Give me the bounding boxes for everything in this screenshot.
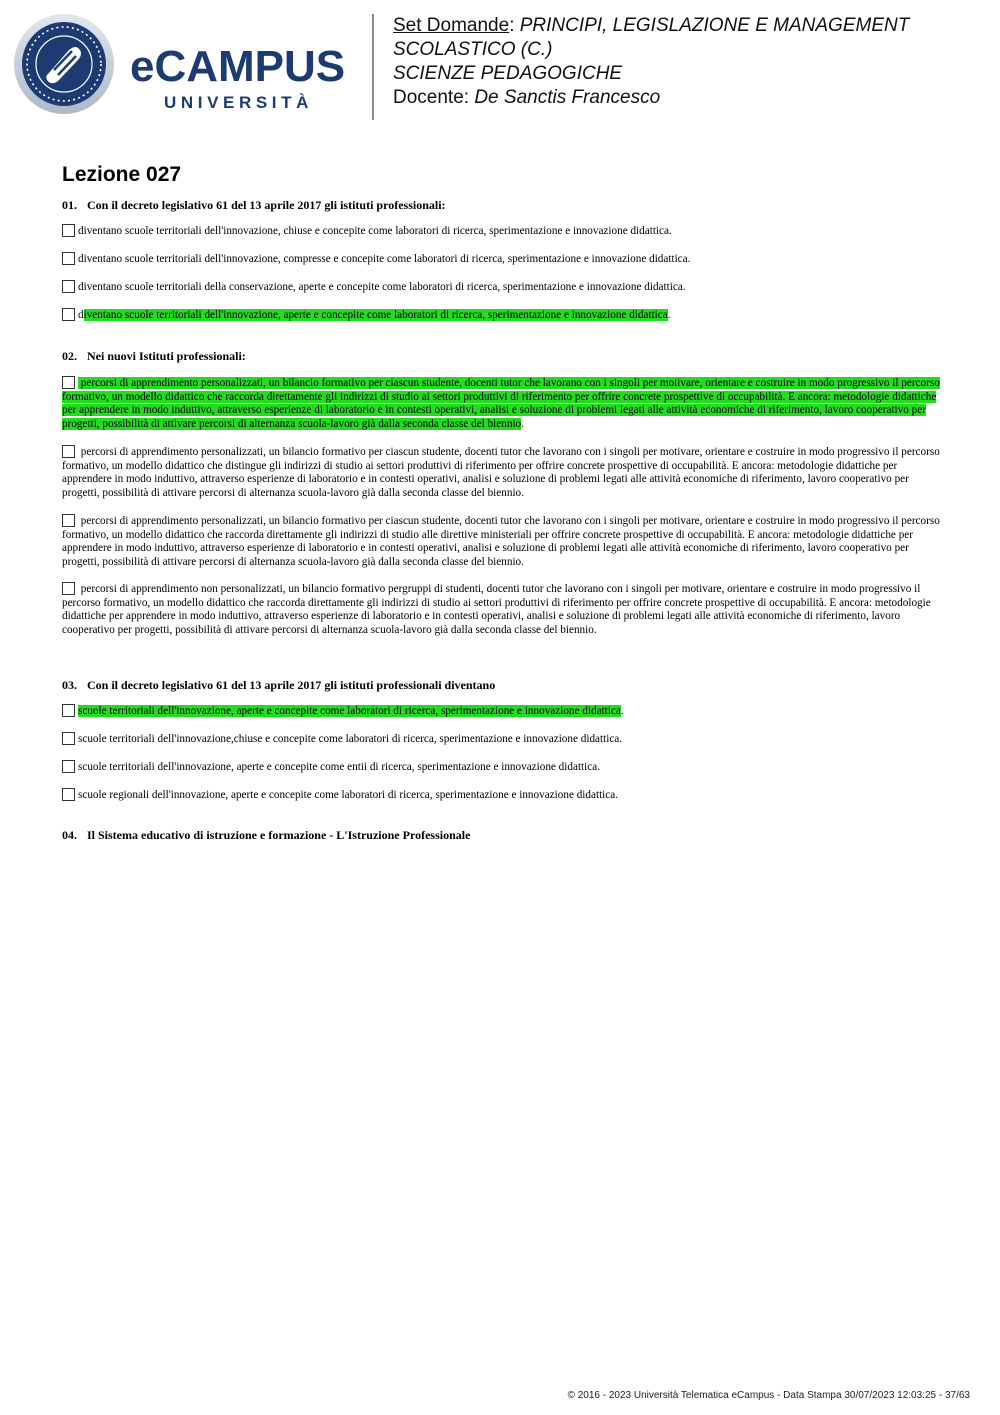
option-text: scuole territoriali dell'innovazione,chiuse e concepite come laboratori di ricerca, sperimentazione e innovazione didattica. bbox=[78, 733, 623, 745]
logo-brand-text: eCAMPUS bbox=[130, 42, 346, 91]
question-header bbox=[62, 349, 942, 363]
question-number: 01. bbox=[62, 198, 77, 212]
answer-checkbox[interactable] bbox=[62, 376, 75, 389]
option-text-suffix: . bbox=[667, 309, 671, 321]
course-name-line1: PRINCIPI, LEGISLAZIONE E MANAGEMENT bbox=[519, 15, 910, 36]
correct-answer-highlight: iventano scuole territoriali dell'innovazione, aperte e concepite come laboratori di ricerca, sperimentazione e innovazione didattica bbox=[83, 309, 668, 321]
answer-checkbox[interactable] bbox=[62, 252, 75, 265]
answer-checkbox[interactable] bbox=[62, 445, 75, 458]
option-text: percorsi di apprendimento personalizzati, un bilancio formativo per ciascun studente, docenti tutor che lavorano con i singoli per motivare, orientare e costruire in modo progressivo il percorso formativo, un modello didattico che raccorda direttamente gli indirizzi di studio alle direttive ministeriali per offrire concrete prospettive di occupabilità. E ancora: metodologie didattiche per apprendere in modo induttivo, attraverso esperienze di laboratorio e in contesti operativi, analisi e soluzione di problemi legati alle attività economiche di riferimento, lavoro cooperativo per progetti, possibilità di attivare percorsi di alternanza scuola-lavoro già dalla seconda classe del biennio. bbox=[62, 515, 940, 568]
set-label: Set Domande bbox=[393, 15, 510, 36]
answer-option bbox=[62, 445, 942, 500]
answer-option bbox=[62, 280, 942, 295]
lesson-title: Lezione 027 bbox=[62, 163, 182, 186]
option-text-suffix: . bbox=[521, 417, 524, 430]
header-divider bbox=[372, 14, 374, 120]
option-text: diventano scuole territoriali della conservazione, aperte e concepite come laboratori di ricerca, sperimentazione e innovazione didattica. bbox=[78, 281, 686, 293]
logo-sub-text: UNIVERSITÀ bbox=[164, 93, 313, 112]
course-name-line2: SCOLASTICO (C.) bbox=[393, 39, 553, 60]
answer-option bbox=[62, 760, 942, 775]
option-text: diventano scuole territoriali dell'innovazione, compresse e concepite come laboratori di ricerca, sperimentazione e innovazione didattica. bbox=[78, 253, 691, 265]
faculty-name: SCIENZE PEDAGOGICHE bbox=[393, 63, 623, 84]
page-footer: © 2016 - 2023 Università Telematica eCampus - Data Stampa 30/07/2023 12:03:25 - 37/63 bbox=[567, 1390, 970, 1401]
teacher-label: Docente: bbox=[393, 87, 470, 108]
answer-option bbox=[62, 514, 942, 569]
answer-option bbox=[62, 224, 942, 239]
teacher-name: De Sanctis Francesco bbox=[474, 87, 661, 108]
correct-answer-highlight: percorsi di apprendimento personalizzati, un bilancio formativo per ciascun studente, docenti tutor che lavorano con i singoli per motivare, orientare e costruire in modo progressivo il percorso formativo, un modello didattico che raccorda direttamente gli indirizzi di studio ai settori produttivi di riferimento per offrire concrete prospettive di occupabilità. E ancora: metodologie didattiche per apprendere in modo induttivo, attraverso esperienze di laboratorio e in contesti operativi, analisi e soluzione di problemi legati alle attività economiche di riferimento, lavoro cooperativo per progetti, possibilità di attivare percorsi di alternanza scuola-lavoro già dalla seconda classe del biennio bbox=[62, 377, 940, 430]
answer-option bbox=[62, 732, 942, 747]
answer-checkbox[interactable] bbox=[62, 280, 75, 293]
question-04 bbox=[62, 828, 942, 842]
ecampus-logo bbox=[14, 14, 359, 118]
answer-option bbox=[62, 252, 942, 267]
question-03 bbox=[62, 678, 942, 801]
ecampus-emblem-icon bbox=[14, 14, 114, 114]
question-number: 02. bbox=[62, 349, 77, 363]
question-01 bbox=[62, 198, 942, 321]
answer-option-correct bbox=[62, 376, 942, 431]
question-number: 03. bbox=[62, 678, 77, 692]
answer-checkbox[interactable] bbox=[62, 732, 75, 745]
question-text: Il Sistema educativo di istruzione e formazione - L'Istruzione Professionale bbox=[87, 828, 471, 842]
answer-checkbox[interactable] bbox=[62, 760, 75, 773]
answer-checkbox[interactable] bbox=[62, 224, 75, 237]
option-text-suffix: . bbox=[620, 705, 624, 717]
course-header: Set Domande: PRINCIPI, LEGISLAZIONE E MANAGEMENT SCOLASTICO (C.) SCIENZE PEDAGOGICHE Docente: De Sanctis Francesco bbox=[393, 14, 983, 110]
answer-option-correct bbox=[62, 704, 942, 719]
option-text: scuole regionali dell'innovazione, aperte e concepite come laboratori di ricerca, sperimentazione e innovazione didattica. bbox=[78, 789, 619, 801]
answer-option-correct bbox=[62, 308, 942, 323]
answer-checkbox[interactable] bbox=[62, 582, 75, 595]
question-text: Con il decreto legislativo 61 del 13 aprile 2017 gli istituti professionali diventano bbox=[87, 678, 496, 692]
question-02 bbox=[62, 349, 942, 636]
question-text: Con il decreto legislativo 61 del 13 aprile 2017 gli istituti professionali: bbox=[87, 198, 446, 212]
question-header bbox=[62, 198, 942, 212]
question-text: Nei nuovi Istituti professionali: bbox=[87, 349, 246, 363]
option-text: diventano scuole territoriali dell'innovazione, chiuse e concepite come laboratori di ricerca, sperimentazione e innovazione didattica. bbox=[78, 225, 672, 237]
answer-checkbox[interactable] bbox=[62, 704, 75, 717]
question-header bbox=[62, 828, 942, 842]
option-text: scuole territoriali dell'innovazione, aperte e concepite come entii di ricerca, sperimentazione e innovazione didattica. bbox=[78, 761, 600, 773]
correct-answer-highlight: scuole territoriali dell'innovazione, aperte e concepite come laboratori di ricerca, sperimentazione e innovazione didattica bbox=[78, 705, 621, 717]
question-number: 04. bbox=[62, 828, 77, 842]
answer-checkbox[interactable] bbox=[62, 788, 75, 801]
answer-option bbox=[62, 788, 942, 803]
option-text-prefix: d bbox=[78, 309, 84, 321]
answer-checkbox[interactable] bbox=[62, 308, 75, 321]
question-header bbox=[62, 678, 942, 692]
answer-checkbox[interactable] bbox=[62, 514, 75, 527]
answer-option bbox=[62, 582, 942, 637]
option-text: percorsi di apprendimento personalizzati, un bilancio formativo per ciascun studente, docenti tutor che lavorano con i singoli per motivare, orientare e costruire in modo progressivo il percorso formativo, un modello didattico che distingue gli indirizzi di studio ai settori produttivi di riferimento per offrire concrete prospettive di occupabilità. E ancora: metodologie didattiche per apprendere in modo induttivo, attraverso esperienze di laboratorio e in contesti operativi, analisi e soluzione di problemi legati alle attività economiche di riferimento, lavoro cooperativo per progetti, possibilità di attivare percorsi di alternanza scuola-lavoro già dalla seconda classe del biennio. bbox=[62, 446, 940, 499]
option-text: percorsi di apprendimento non personalizzati, un bilancio formativo pergruppi di studenti, docenti tutor che lavorano con i singoli per motivare, orientare e costruire in modo progressivo il percorso formativo, un modello didattico che raccorda direttamente gli indirizzi di studio ai settori produttivi di riferimento per offrire concrete prospettive di occupabilità. E ancora: metodologie didattiche per apprendere in modo induttivo, attraverso esperienze di laboratorio e in contesti operativi, analisi e soluzione di problemi legati alle attività economiche di riferimento, lavoro cooperativo per progetti, possibilità di attivare percorsi di alternanza scuola-lavoro già dalla seconda classe del biennio. bbox=[62, 583, 931, 636]
